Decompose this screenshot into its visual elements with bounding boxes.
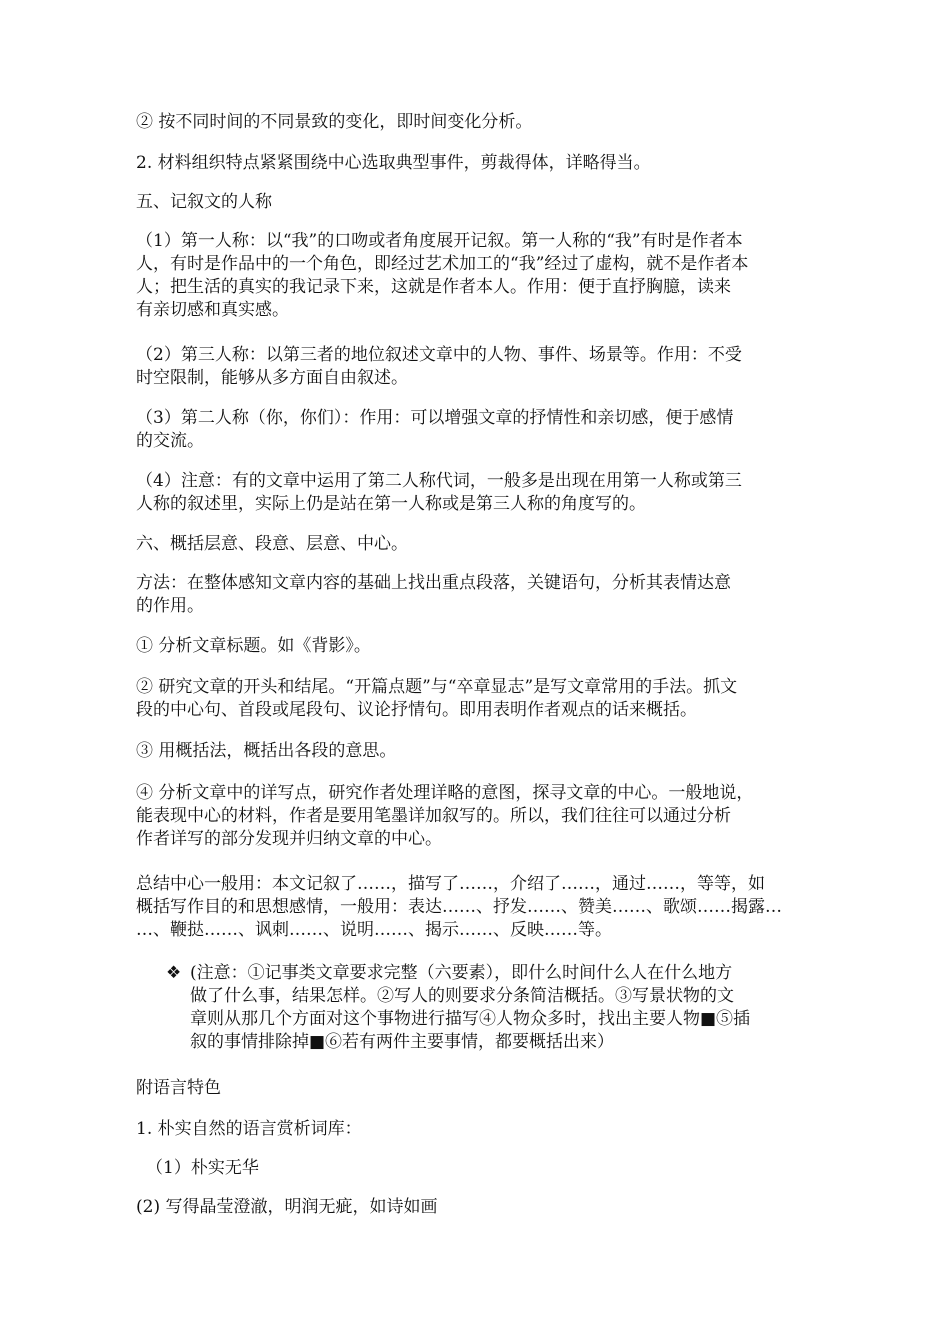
text-line: （1）朴实无华	[146, 1158, 259, 1178]
text-line: （3）第二人称（你，你们）：作用：可以增强文章的抒情性和亲切感，便于感情	[136, 408, 734, 428]
text-line: （1）第一人称：以“我”的口吻或者角度展开记叙。第一人称的“我”有时是作者本	[136, 231, 743, 251]
text-line: ② 研究文章的开头和结尾。“开篇点题”与“卒章显志”是写文章常用的手法。抓文	[136, 677, 738, 697]
paragraph-material-organization	[136, 152, 826, 175]
text-line: 有亲切感和真实感。	[136, 300, 289, 320]
paragraph-first-person	[136, 230, 826, 322]
text-line: ③ 用概括法，概括出各段的意思。	[136, 741, 397, 761]
note-bullet-block	[168, 962, 828, 1054]
text-line: 的交流。	[136, 431, 204, 451]
paragraph-second-person	[136, 407, 826, 453]
text-line: 人，有时是作品中的一个角色，即经过艺术加工的“我”经过了虚构，就不是作者本	[136, 254, 749, 274]
paragraph-third-person	[136, 344, 826, 390]
text-line: 人；把生活的真实的我记录下来，这就是作者本人。作用：便于直抒胸臆，读来	[136, 277, 731, 297]
paragraph-summary-phrases	[136, 873, 826, 942]
list-item-simple	[146, 1157, 836, 1180]
text-line: 的作用。	[136, 596, 204, 616]
diamond-bullet-icon: ❖	[166, 963, 182, 983]
text-line: ② 按不同时间的不同景致的变化，即时间变化分析。	[136, 112, 533, 132]
heading-text: 五、记叙文的人称	[136, 192, 272, 212]
text-line: 总结中心一般用：本文记叙了……，描写了……，介绍了……，通过……，等等，如	[136, 874, 765, 894]
paragraph-analyze-title	[136, 635, 826, 658]
text-line: （4）注意：有的文章中运用了第二人称代词，一般多是出现在用第一人称或第三	[136, 471, 742, 491]
text-line: (2) 写得晶莹澄澈，明润无疵，如诗如画	[136, 1197, 438, 1217]
text-line: 段的中心句、首段或尾段句、议论抒情句。即用表明作者观点的话来概括。	[136, 700, 697, 720]
text-line: 章则从那几个方面对这个事物进行描写④人物众多时，找出主要人物■⑤插	[190, 1009, 751, 1029]
text-line: 叙的事情排除掉■⑥若有两件主要事情，都要概括出来）	[190, 1032, 615, 1052]
list-item-plain-language	[136, 1118, 826, 1141]
paragraph-summary-method	[136, 740, 826, 763]
text-line: 2. 材料组织特点紧紧围绕中心选取典型事件，剪裁得体，详略得当。	[136, 153, 651, 173]
text-line: 时空限制，能够从多方面自由叙述。	[136, 368, 408, 388]
text-line: 1. 朴实自然的语言赏析词库：	[136, 1119, 362, 1139]
text-line: 做了什么事，结果怎样。②写人的则要求分条简洁概括。③写景状物的文	[190, 986, 734, 1006]
text-line: 能表现中心的材料，作者是要用笔墨详加叙写的。所以，我们往往可以通过分析	[136, 806, 731, 826]
paragraph-detailed-points	[136, 782, 826, 851]
paragraph-beginning-ending	[136, 676, 826, 722]
text-line: 概括写作目的和思想感情，一般用：表达……、抒发……、赞美……、歌颂……揭露…	[136, 897, 782, 917]
text-line: ① 分析文章标题。如《背影》。	[136, 636, 371, 656]
text-line: 方法：在整体感知文章内容的基础上找出重点段落，关键语句，分析其表情达意	[136, 573, 731, 593]
text-line: (注意：①记事类文章要求完整（六要素），即什么时间什么人在什么地方	[190, 963, 733, 983]
text-line: 作者详写的部分发现并归纳文章的中心。	[136, 829, 442, 849]
section-heading-language	[136, 1077, 826, 1100]
section-heading-summary	[136, 533, 826, 556]
heading-text: 附语言特色	[136, 1078, 221, 1098]
list-item-crystal-clear	[136, 1196, 826, 1219]
section-heading-person	[136, 191, 826, 214]
paragraph-time-change	[136, 111, 826, 134]
text-line: ④ 分析文章中的详写点，研究作者处理详略的意图，探寻文章的中心。一般地说，	[136, 783, 754, 803]
paragraph-note-person	[136, 470, 826, 516]
heading-text: 六、概括层意、段意、层意、中心。	[136, 534, 408, 554]
text-line: （2）第三人称：以第三者的地位叙述文章中的人物、事件、场景等。作用：不受	[136, 345, 742, 365]
text-line: …、鞭挞……、讽刺……、说明……、揭示……、反映……等。	[136, 920, 612, 940]
paragraph-method	[136, 572, 826, 618]
text-line: 人称的叙述里，实际上仍是站在第一人称或是第三人称的角度写的。	[136, 494, 646, 514]
